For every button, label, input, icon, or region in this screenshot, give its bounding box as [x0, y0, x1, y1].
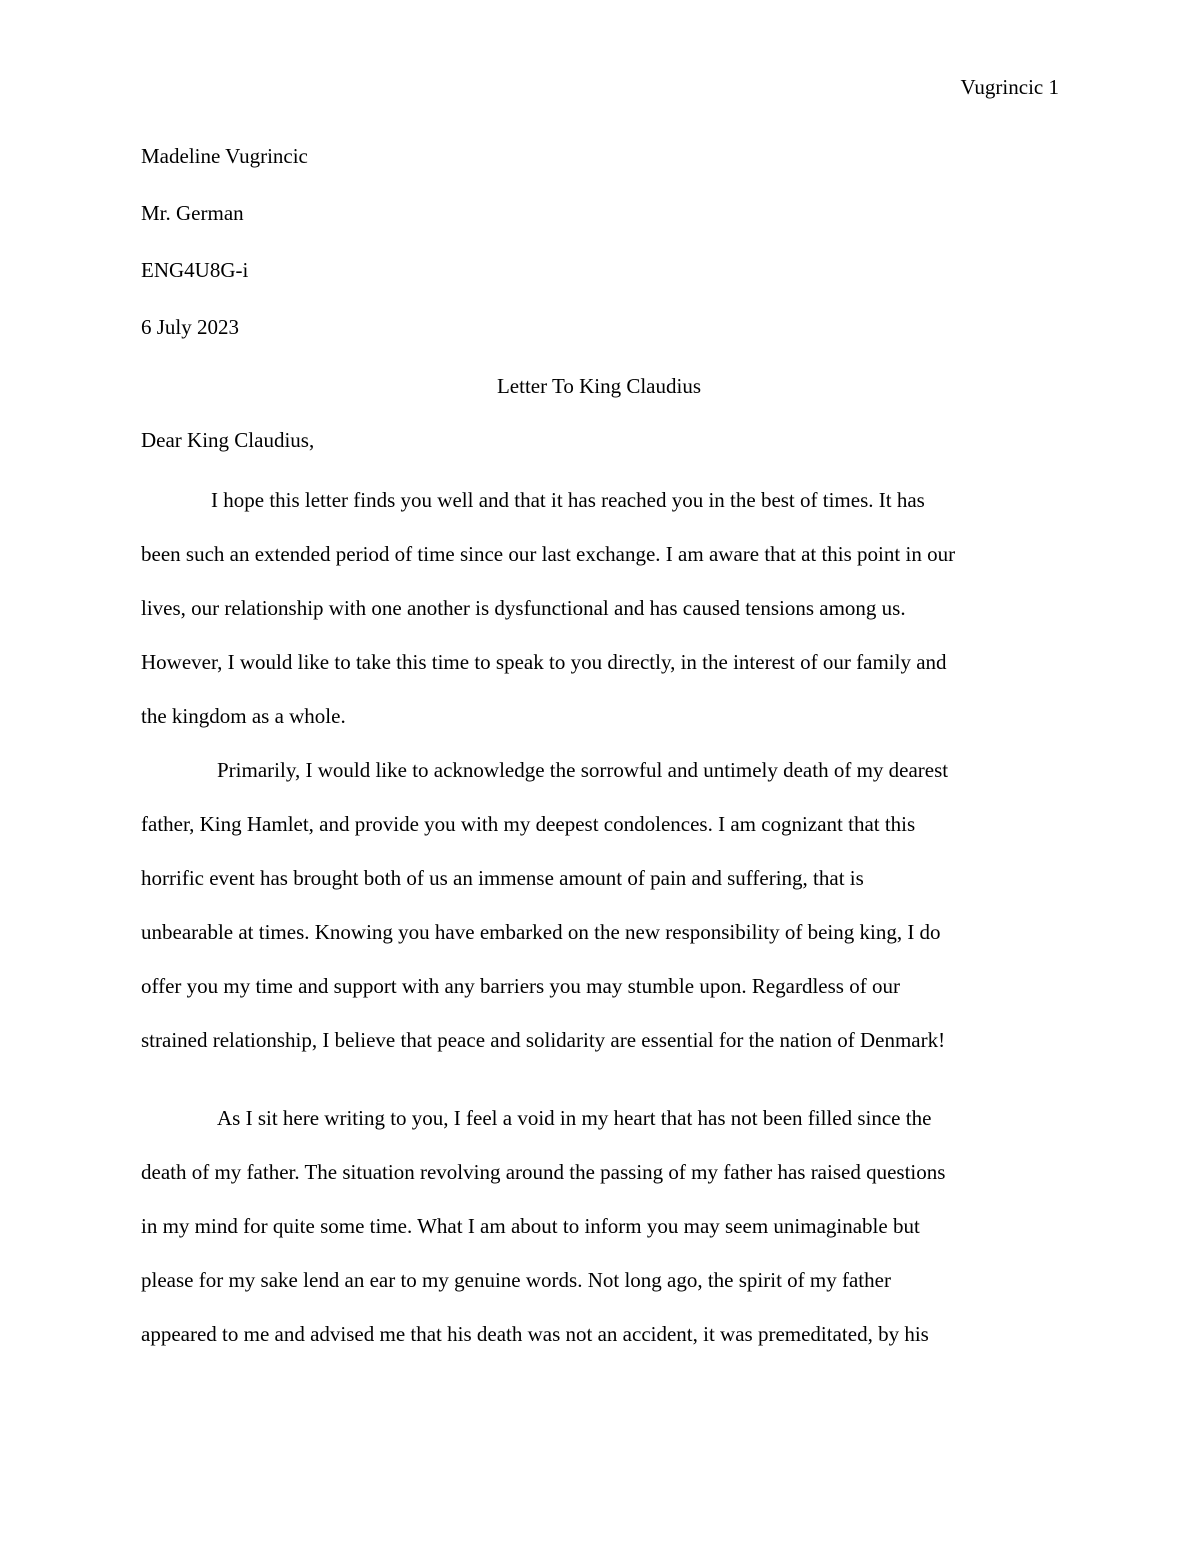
document-title: Letter To King Claudius: [496, 374, 702, 398]
paragraph-line: As I sit here writing to you, I feel a void in my heart that has not been filled since the: [217, 1106, 932, 1130]
paragraph-line: been such an extended period of time since our last exchange. I am aware that at this point in our: [141, 542, 956, 566]
paragraph-line: However, I would like to take this time to speak to you directly, in the interest of our family and: [141, 650, 947, 674]
paragraph-line: death of my father. The situation revolving around the passing of my father has raised questions: [141, 1160, 946, 1184]
paragraph-line: horrific event has brought both of us an immense amount of pain and suffering, that is: [141, 866, 864, 890]
date: 6 July 2023: [141, 315, 240, 339]
student-name: Madeline Vugrincic: [141, 144, 308, 168]
paragraph-2: [141, 754, 1057, 1102]
paragraph-line: offer you my time and support with any barriers you may stumble upon. Regardless of our: [141, 974, 900, 998]
paragraph-line: the kingdom as a whole.: [141, 704, 346, 728]
paragraph-line: appeared to me and advised me that his death was not an accident, it was premeditated, by his: [141, 1322, 929, 1346]
course-code: ENG4U8G-i: [141, 258, 249, 282]
paragraph-line: lives, our relationship with one another is dysfunctional and has caused tensions among us.: [141, 596, 906, 620]
running-head: Vugrincic 1: [960, 75, 1059, 99]
paragraph-1: [141, 484, 1057, 754]
paragraph-3: [141, 1102, 1057, 1372]
paragraph-line: father, King Hamlet, and provide you with my deepest condolences. I am cognizant that this: [141, 812, 916, 836]
paragraph-line: Primarily, I would like to acknowledge the sorrowful and untimely death of my dearest: [217, 758, 949, 782]
paragraph-line: strained relationship, I believe that peace and solidarity are essential for the nation of Denmark!: [141, 1028, 946, 1052]
document-body: [141, 140, 1057, 1372]
salutation: Dear King Claudius,: [141, 428, 315, 452]
teacher-name: Mr. German: [141, 201, 244, 225]
paragraph-line: unbearable at times. Knowing you have embarked on the new responsibility of being king, I do: [141, 920, 941, 944]
paragraph-line: please for my sake lend an ear to my genuine words. Not long ago, the spirit of my father: [141, 1268, 891, 1292]
paragraph-line: I hope this letter finds you well and that it has reached you in the best of times. It has: [211, 488, 925, 512]
paragraph-line: in my mind for quite some time. What I am about to inform you may seem unimaginable but: [141, 1214, 920, 1238]
